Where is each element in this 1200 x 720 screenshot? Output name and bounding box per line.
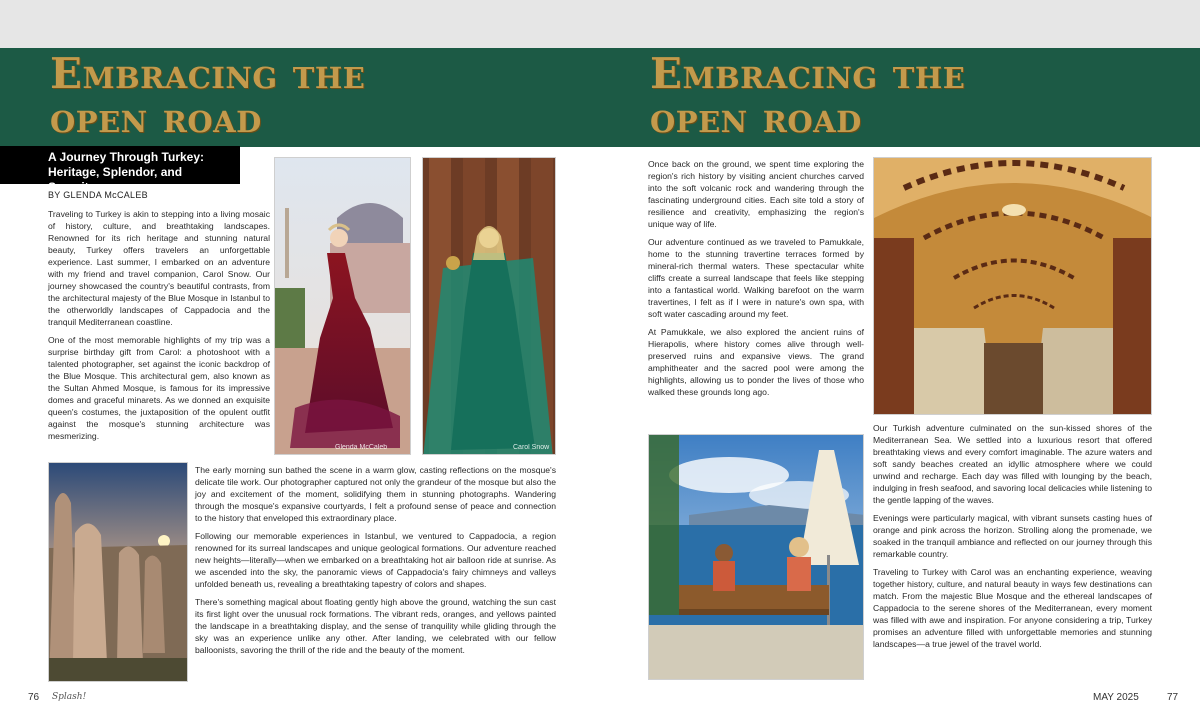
paragraph: Evenings were particularly magical, with vibrant sunsets casting hues of orange and pink across the horizon. Strolling along the promenade, we soaked in the tranquil ambiance and reflected on our journey through this remarkable country.: [873, 513, 1152, 559]
issue-date: MAY 2025: [1093, 692, 1139, 703]
paragraph: Once back on the ground, we spent time exploring the region's rich history by visiting ancient churches carved into the soft volcanic rock and wandering through the fascinating underground cities. Each site told a story of resilience and creativity, emphasizing the region's unique way of life.: [648, 159, 864, 229]
photo-cappadocia-sunrise: [48, 462, 188, 682]
paragraph: Traveling to Turkey is akin to stepping into a living mosaic of history, culture, and breathtaking landscapes. Renowned for its rich heritage and stunning natural beauty, Turkey offers travelers an unforgettable experience. Last summer, I embarked on an adventure with my friend and travel companion, Carol Snow. Our journey showcased the country's beautiful contrasts, from the architectural majesty of the Blue Mosque in Istanbul to the otherworldly landscapes of Cappadocia and the tranquil Mediterranean coastline.: [48, 209, 270, 327]
paragraph: The early morning sun bathed the scene in a warm glow, casting reflections on the mosque's delicate tile work. Our photographer captured not only the grandeur of the mosque but also the joy and excitement of the moment, solidifying them in stunning photographs. Wandering through the mosque's expansive courtyards, I felt a profound sense of peace and connection to the history that enveloped this extraordinary place.: [195, 465, 556, 523]
paragraph: There's something magical about floating gently high above the ground, watching the sun cast its first light over the unusual rock formations. The vibrant reds, oranges, and yellows painted the landscape in a breathtaking display, and the sense of tranquility while gliding through the sky was an experience unlike any other. After landing, we celebrated with our fellow balloonists, savoring the thrill of the ride and the beauty of the moment.: [195, 597, 556, 655]
page-number: 76: [28, 692, 40, 703]
article-title: [50, 49, 366, 142]
paragraph: At Pamukkale, we also explored the ancient ruins of Hierapolis, where history comes alive through well-preserved ruins and expansive views. The grand amphitheater and the sacred pool were among the highlights, allowing us to ponder the lives of those who walked these grounds long ago.: [648, 327, 864, 397]
top-margin: [600, 0, 1200, 48]
photo-mediterranean-bench: [648, 434, 864, 680]
paragraph: Our Turkish adventure culminated on the sun-kissed shores of the Mediterranean Sea. We settled into a luxurious resort that offered breathtaking views and every comfort imaginable. The azure waters and soft sandy beaches created an idyllic atmosphere where we could unwind and recharge. Each day was filled with lounging by the beach, indulging in fresh seafood, and savoring local delicacies while listening to the gentle lapping of the waves.: [873, 423, 1152, 505]
subtitle-line-2: Heritage, Splendor, and Serenity: [48, 165, 183, 194]
title-line-1: Embracing the: [50, 49, 366, 98]
title-line-2: open road: [650, 93, 862, 142]
paragraph: Following our memorable experiences in Istanbul, we ventured to Cappadocia, a region renowned for its surreal landscapes and unique geological formations. Our adventure reached new heights—literally—when we embarked on a breathtaking hot air balloon ride at sunrise. As we ascended into the sky, the panoramic views of Cappadocia's fairy chimneys and valleys unfolded beneath us, revealing a breathtaking tapestry of colors and shapes.: [195, 531, 556, 589]
left-column-1: [48, 208, 270, 448]
magazine-logo: Splash!: [52, 692, 87, 702]
top-margin: [0, 0, 600, 48]
page-number: 77: [1167, 692, 1179, 703]
photo-credit: Glenda McCaleb: [335, 444, 388, 451]
photo-green-queen-doorway: [422, 157, 556, 455]
right-column-1: [648, 158, 864, 404]
title-line-1: Embracing the: [650, 49, 966, 98]
right-page: [600, 0, 1200, 720]
article-title: [650, 49, 966, 142]
photo-spice-bazaar: [873, 157, 1152, 415]
paragraph: Our adventure continued as we traveled to Pamukkale, home to the stunning travertine terraces formed by mineral-rich thermal waters. These spectacular white cliffs create a surreal landscape that feels like stepping into a fantastical world. Walking barefoot on the warm travertines, I felt as if I were in nature's own spa, with soft water cascading around my feet.: [648, 237, 864, 319]
title-line-2: open road: [50, 93, 262, 142]
subtitle-line-1: A Journey Through Turkey:: [48, 150, 205, 164]
left-column-2: [195, 464, 556, 662]
subtitle-box: [0, 146, 240, 194]
paragraph: Traveling to Turkey with Carol was an enchanting experience, weaving together history, culture, and natural beauty in ways few destinations can match. From the majestic Blue Mosque and the ethereal landscapes of Cappadocia to the serene shores of the Mediterranean, every moment was filled with awe and inspiration. For anyone considering a trip, Turkey promises an adventure filled with unforgettable memories and stunning landscapes—a true jewel of the travel world.: [873, 567, 1152, 649]
right-column-2: [873, 422, 1152, 656]
photo-credit: Carol Snow: [513, 444, 550, 451]
byline: BY GLENDA McCALEB: [48, 190, 148, 200]
photo-red-queen-blue-mosque: [274, 157, 411, 455]
paragraph: One of the most memorable highlights of my trip was a surprise birthday gift from Carol: a photoshoot with a talented photographer, set against the iconic backdrop of the Blue Mosque. This architectural gem, also known as the Sultan Ahmed Mosque, is famous for its impressive domes and graceful minarets. As we donned an exquisite queen's costumes, the juxtaposition of the opulent outfit against the mosque's stunning architecture was mesmerizing.: [48, 335, 270, 441]
